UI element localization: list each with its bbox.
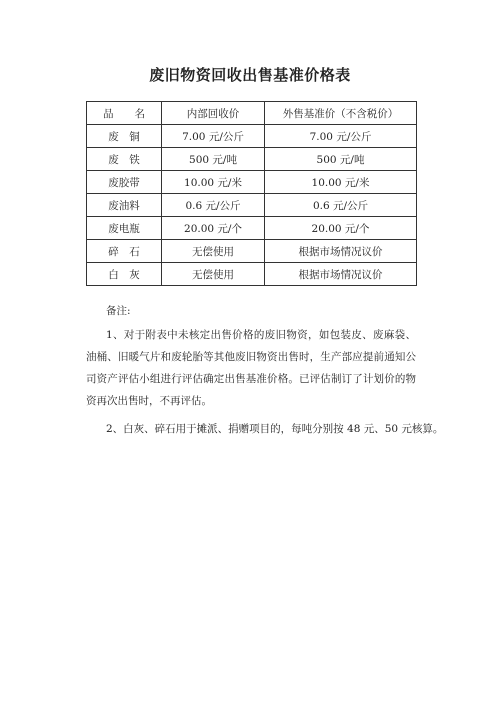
cell-external-price: 根据市场情况议价 — [265, 240, 417, 263]
header-internal-price: 内部回收价 — [162, 102, 265, 125]
table-header-row — [87, 102, 417, 125]
cell-item-name: 废油料 — [87, 194, 162, 217]
cell-item-name: 废 铁 — [87, 148, 162, 171]
cell-item-name: 白 灰 — [87, 263, 162, 286]
cell-item-name: 碎 石 — [87, 240, 162, 263]
price-table — [86, 101, 417, 286]
header-item-name: 品 名 — [87, 102, 162, 125]
cell-item-name: 废 铜 — [87, 125, 162, 148]
cell-item-name: 废胶带 — [87, 171, 162, 194]
cell-internal-price: 无偿使用 — [162, 240, 265, 263]
cell-external-price: 根据市场情况议价 — [265, 263, 417, 286]
cell-internal-price: 无偿使用 — [162, 263, 265, 286]
document-title: 废旧物资回收出售基准价格表 — [149, 66, 351, 84]
table-row — [87, 125, 417, 148]
cell-internal-price: 500 元/吨 — [162, 148, 265, 171]
header-external-price: 外售基准价（不含税价） — [265, 102, 417, 125]
cell-external-price: 7.00 元/公斤 — [265, 125, 417, 148]
table-row — [87, 240, 417, 263]
table-row — [87, 148, 417, 171]
cell-internal-price: 10.00 元/米 — [162, 171, 265, 194]
table-row — [87, 263, 417, 286]
cell-external-price: 0.6 元/公斤 — [265, 194, 417, 217]
cell-internal-price: 7.00 元/公斤 — [162, 125, 265, 148]
cell-internal-price: 20.00 元/个 — [162, 217, 265, 240]
table-row — [87, 171, 417, 194]
note-item-2: 2、白灰、碎石用于摊派、捐赠项目的，每吨分别按 48 元、50 元核算。 — [106, 423, 444, 435]
cell-item-name: 废电瓶 — [87, 217, 162, 240]
cell-external-price: 10.00 元/米 — [265, 171, 417, 194]
cell-external-price: 500 元/吨 — [265, 148, 417, 171]
table-row — [87, 217, 417, 240]
note-item-1: 1、对于附表中未核定出售价格的废旧物资，如包装皮、废麻袋、油桶、旧暖气片和废轮胎等其他废旧物资出售时，生产部应提前通知公司资产评估小组进行评估确定出售基准价格。已评估制订了计划价的物资再次出售时，不再评估。 — [86, 329, 416, 407]
cell-external-price: 20.00 元/个 — [265, 217, 417, 240]
notes-section — [86, 300, 444, 440]
notes-heading: 备注: — [106, 305, 131, 317]
cell-internal-price: 0.6 元/公斤 — [162, 194, 265, 217]
table-row — [87, 194, 417, 217]
